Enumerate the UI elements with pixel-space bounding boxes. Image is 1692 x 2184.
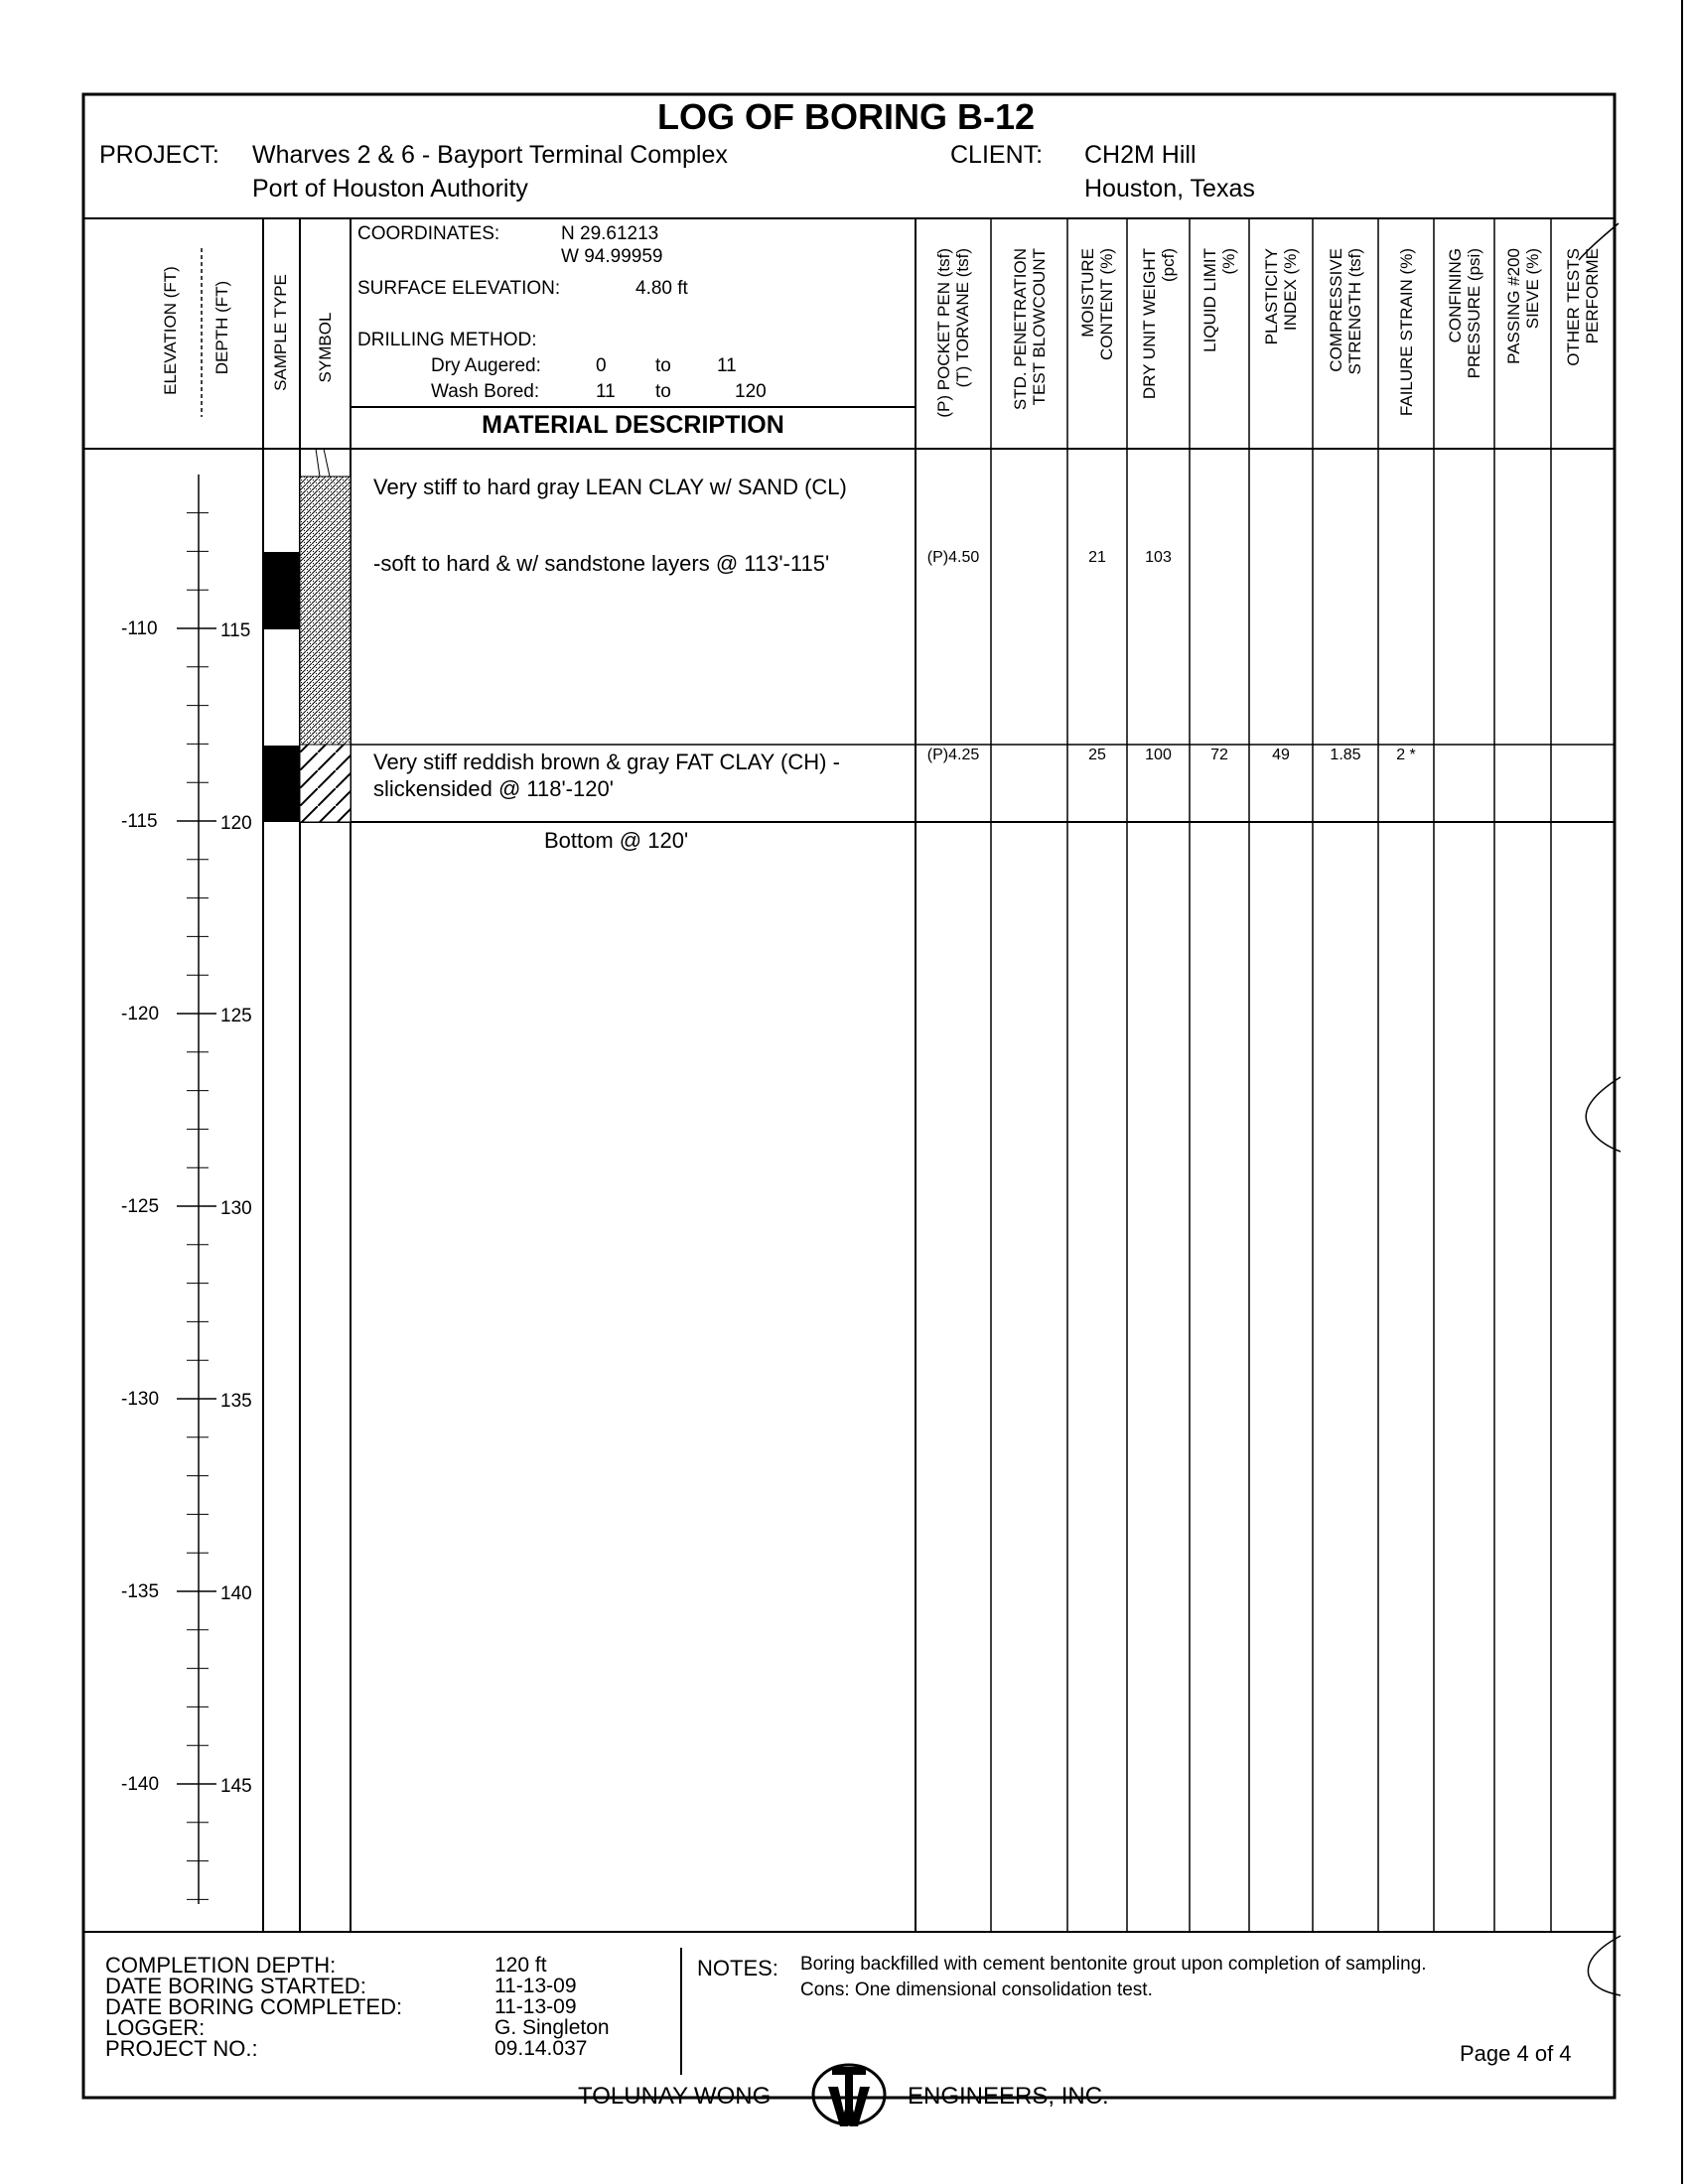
client-label: CLIENT:	[950, 141, 1044, 169]
symbol-header: SYMBOL	[316, 312, 335, 383]
layer-2-description: Very stiff reddish brown & gray FAT CLAY (CH) -	[373, 750, 840, 774]
coordinates-north: N 29.61213	[561, 223, 659, 244]
notes-line-1: Boring backfilled with cement bentonite grout upon completion of sampling.	[800, 1954, 1427, 1975]
header-dry-unit-weight-line: (pcf)	[1158, 248, 1178, 282]
header-pocket-pen	[934, 248, 972, 437]
logger-label: LOGGER:	[105, 2015, 206, 2040]
header-confining-pressure-line: PRESSURE (psi)	[1464, 248, 1483, 379]
layer-1-note: -soft to hard & w/ sandstone layers @ 113'-115'	[373, 551, 830, 576]
header-pocket-pen-line: (T) TORVANE (tsf)	[953, 248, 972, 388]
row2-dry-unit-weight: 100	[1145, 747, 1172, 763]
company-logo	[804, 2047, 894, 2136]
project-label: PROJECT:	[99, 141, 219, 169]
header-dry-unit-weight	[1140, 248, 1178, 437]
header-spt-blowcount-line: TEST BLOWCOUNT	[1029, 248, 1049, 406]
notes-line-2: Cons: One dimensional consolidation test.	[800, 1979, 1153, 2000]
coordinates-west: W 94.99959	[561, 246, 663, 267]
row1-pocket-pen: (P)4.50	[926, 549, 980, 566]
header-liquid-limit	[1200, 248, 1238, 437]
date-started-label: DATE BORING STARTED:	[105, 1974, 366, 1998]
header-compressive-strength-line: COMPRESSIVE	[1327, 248, 1345, 372]
elevation-label: -130	[121, 1389, 160, 1410]
elevation-label: -140	[121, 1774, 160, 1795]
header-confining-pressure	[1446, 248, 1483, 437]
row2-compressive-strength: 1.85	[1330, 747, 1361, 763]
depth-label: 140	[220, 1583, 252, 1604]
surface-elevation-label: SURFACE ELEVATION:	[357, 278, 561, 299]
date-completed-label: DATE BORING COMPLETED:	[105, 1994, 403, 2019]
depth-label: 115	[220, 620, 251, 641]
header-confining-pressure-line: CONFINING	[1445, 248, 1465, 343]
dry-augered-label: Dry Augered:	[431, 355, 541, 376]
bottom-note: Bottom @ 120'	[544, 828, 689, 853]
date-started-value: 11-13-09	[494, 1975, 577, 1997]
completion-depth-value: 120 ft	[494, 1954, 547, 1977]
material-description-heading: MATERIAL DESCRIPTION	[482, 411, 784, 439]
header-moisture	[1078, 248, 1116, 437]
depth-label: 130	[220, 1198, 252, 1219]
header-moisture-line: CONTENT (%)	[1097, 248, 1116, 361]
header-other-tests	[1564, 248, 1602, 437]
row2-pocket-pen: (P)4.25	[926, 747, 980, 763]
header-other-tests-line: PERFORME	[1583, 248, 1602, 344]
project-no-label: PROJECT NO.:	[105, 2036, 258, 2061]
depth-header: DEPTH (FT)	[212, 280, 231, 375]
row2-moisture: 25	[1088, 747, 1106, 763]
depth-label: 120	[220, 813, 252, 834]
company-name-right: ENGINEERS, INC.	[908, 2083, 1109, 2110]
client-location: Houston, Texas	[1084, 175, 1255, 203]
row2-liquid-limit: 72	[1210, 747, 1228, 763]
header-spt-blowcount-line: STD. PENETRATION	[1010, 248, 1030, 411]
elevation-label: -110	[121, 618, 158, 639]
header-passing-200	[1504, 248, 1542, 437]
dry-augered-from: 0	[596, 355, 607, 376]
elevation-header: ELEVATION (FT)	[161, 266, 180, 395]
page-number: Page 4 of 4	[1460, 2041, 1572, 2066]
header-compressive-strength-line: STRENGTH (tsf)	[1345, 248, 1364, 375]
surface-elevation-value: 4.80 ft	[635, 278, 688, 299]
header-spt-blowcount	[1011, 248, 1049, 437]
row2-failure-strain: 2 *	[1396, 747, 1416, 763]
drilling-method-label: DRILLING METHOD:	[357, 330, 537, 350]
wash-bored-to: 120	[735, 381, 767, 402]
header-passing-200-line: PASSING #200	[1503, 248, 1523, 364]
coordinates-label: COORDINATES:	[357, 223, 500, 244]
project-owner: Port of Houston Authority	[252, 175, 528, 203]
log-title: LOG OF BORING B-12	[656, 96, 1036, 137]
depth-label: 125	[220, 1006, 252, 1026]
layer-2-note: slickensided @ 118'-120'	[373, 776, 614, 801]
project-no-value: 09.14.037	[494, 2037, 588, 2060]
depth-label: 145	[220, 1776, 252, 1797]
header-plasticity-index-line: INDEX (%)	[1281, 248, 1300, 332]
header-other-tests-line: OTHER TESTS	[1564, 248, 1583, 366]
completion-depth-label: COMPLETION DEPTH:	[105, 1953, 337, 1978]
header-failure-strain-line: FAILURE STRAIN (%)	[1396, 248, 1416, 417]
layer-1-description: Very stiff to hard gray LEAN CLAY w/ SAND (CL)	[373, 475, 847, 499]
dry-augered-to: 11	[717, 355, 737, 376]
project-name: Wharves 2 & 6 - Bayport Terminal Complex	[252, 141, 728, 169]
company-name-left: TOLUNAY-WONG	[578, 2083, 772, 2110]
elevation-label: -125	[121, 1196, 160, 1217]
wash-bored-label: Wash Bored:	[431, 381, 540, 402]
depth-label: 135	[220, 1391, 252, 1412]
wash-bored-from: 11	[596, 381, 616, 402]
elevation-label: -135	[121, 1581, 160, 1602]
row1-moisture: 21	[1088, 549, 1106, 566]
notes-label: NOTES:	[697, 1956, 778, 1980]
row1-dry-unit-weight: 103	[1145, 549, 1172, 566]
logger-value: G. Singleton	[494, 2016, 610, 2039]
date-completed-value: 11-13-09	[494, 1995, 577, 2018]
sample-type-header: SAMPLE TYPE	[271, 274, 290, 391]
header-liquid-limit-line: LIQUID LIMIT	[1200, 248, 1219, 352]
client-name: CH2M Hill	[1084, 141, 1197, 169]
elevation-label: -120	[121, 1004, 160, 1024]
row2-plasticity-index: 49	[1272, 747, 1290, 763]
header-dry-unit-weight-line: DRY UNIT WEIGHT	[1139, 248, 1159, 400]
header-pocket-pen-line: (P) POCKET PEN (tsf)	[934, 248, 953, 418]
header-liquid-limit-line: (%)	[1219, 248, 1238, 275]
header-plasticity-index	[1262, 248, 1300, 437]
dry-augered-to-word: to	[655, 355, 671, 376]
header-failure-strain	[1397, 248, 1416, 437]
header-passing-200-line: SIEVE (%)	[1522, 248, 1542, 330]
elevation-label: -115	[121, 811, 158, 832]
elevation-depth-dashed-divider	[199, 248, 205, 417]
wash-bored-to-word: to	[655, 381, 671, 402]
header-moisture-line: MOISTURE	[1078, 248, 1097, 338]
header-compressive-strength	[1327, 248, 1364, 437]
header-plasticity-index-line: PLASTICITY	[1262, 248, 1281, 345]
